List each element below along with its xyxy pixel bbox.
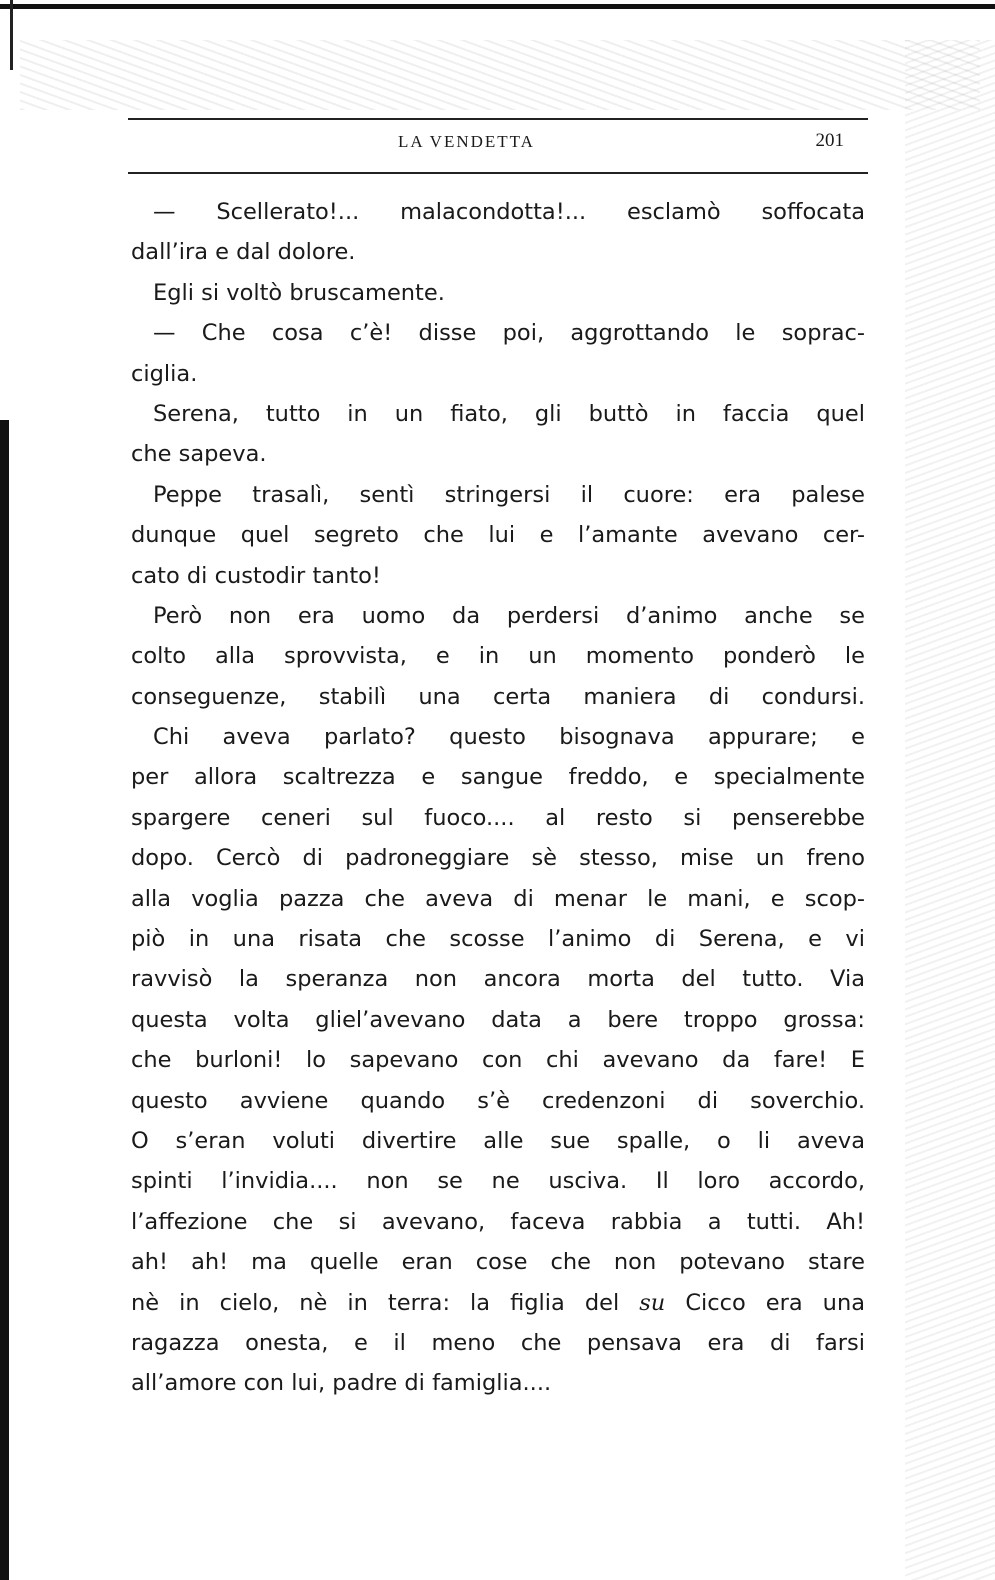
text-line: conseguenze, stabilì una certa maniera di condursi. (131, 683, 865, 710)
text-line: dall’ira e dal dolore. (131, 239, 356, 266)
text-line: che burloni! lo sapevano con chi avevano da fare! E (131, 1047, 865, 1074)
scan-noise-top (20, 40, 980, 110)
page-header (128, 118, 868, 174)
text-line: cato di custodir tanto! (131, 562, 381, 589)
text-line: Serena, tutto in un fiato, gli buttò in faccia quel (153, 400, 865, 427)
text-line: ravvisò la speranza non ancora morta del tutto. Via (131, 966, 865, 993)
text-line: ciglia. (131, 360, 198, 387)
text-line: — Che cosa c’è! disse poi, aggrottando le soprac- (153, 320, 865, 347)
text-line: Egli si voltò bruscamente. (153, 279, 445, 306)
text-line: dunque quel segreto che lui e l’amante avevano cer- (131, 522, 865, 549)
text-line: all’amore con lui, padre di famiglia.... (131, 1370, 552, 1397)
text-line: ah! ah! ma quelle eran cose che non potevano stare (131, 1249, 865, 1276)
text-line: questa volta gliel’avevano data a bere troppo grossa: (131, 1006, 865, 1033)
text-line: alla voglia pazza che aveva di menar le mani, e scop- (131, 885, 865, 912)
scan-left-edge (0, 420, 9, 1580)
text-line: dopo. Cercò di padroneggiare sè stesso, mise un freno (131, 845, 865, 872)
text-line: — Scellerato!... malacondotta!... esclamò soffocata (153, 199, 865, 225)
text-line: questo avviene quando s’è credenzoni di soverchio. (131, 1087, 865, 1114)
text-line: spinti l’invidia.... non se ne usciva. Il loro accordo, (131, 1168, 865, 1195)
text-line: che sapeva. (131, 441, 267, 468)
text-line: spargere ceneri sul fuoco.... al resto si penserebbe (131, 804, 865, 831)
text-line: ragazza onesta, e il meno che pensava era di farsi (131, 1329, 865, 1356)
italic-word: su (639, 1289, 666, 1316)
text-line: Però non era uomo da perdersi d’animo anche se (153, 602, 865, 629)
running-title: LA VENDETTA (398, 132, 535, 151)
scan-left-edge-top (10, 0, 13, 70)
text-line: piò in una risata che scosse l’animo di Serena, e vi (131, 926, 865, 953)
text-line: per allora scaltrezza e sangue freddo, e specialmente (131, 764, 865, 791)
body-text (131, 192, 865, 1404)
text-segment: Cicco era una (685, 1289, 865, 1316)
text-line: Chi aveva parlato? questo bisognava appurare; e (153, 724, 865, 751)
page-number: 201 (815, 130, 844, 151)
text-line: l’affezione che si avevano, faceva rabbia a tutti. Ah! (131, 1208, 865, 1235)
text-line: O s’eran voluti divertire alle sue spalle, o li aveva (131, 1127, 865, 1154)
scan-noise-right (905, 40, 995, 1580)
text-line: colto alla sprovvista, e in un momento ponderò le (131, 643, 865, 670)
text-line (131, 1283, 865, 1323)
text-line: Peppe trasalì, sentì stringersi il cuore: era palese (153, 481, 865, 508)
text-segment: nè in cielo, nè in terra: la figlia del (131, 1289, 620, 1316)
scan-top-edge (0, 4, 995, 9)
